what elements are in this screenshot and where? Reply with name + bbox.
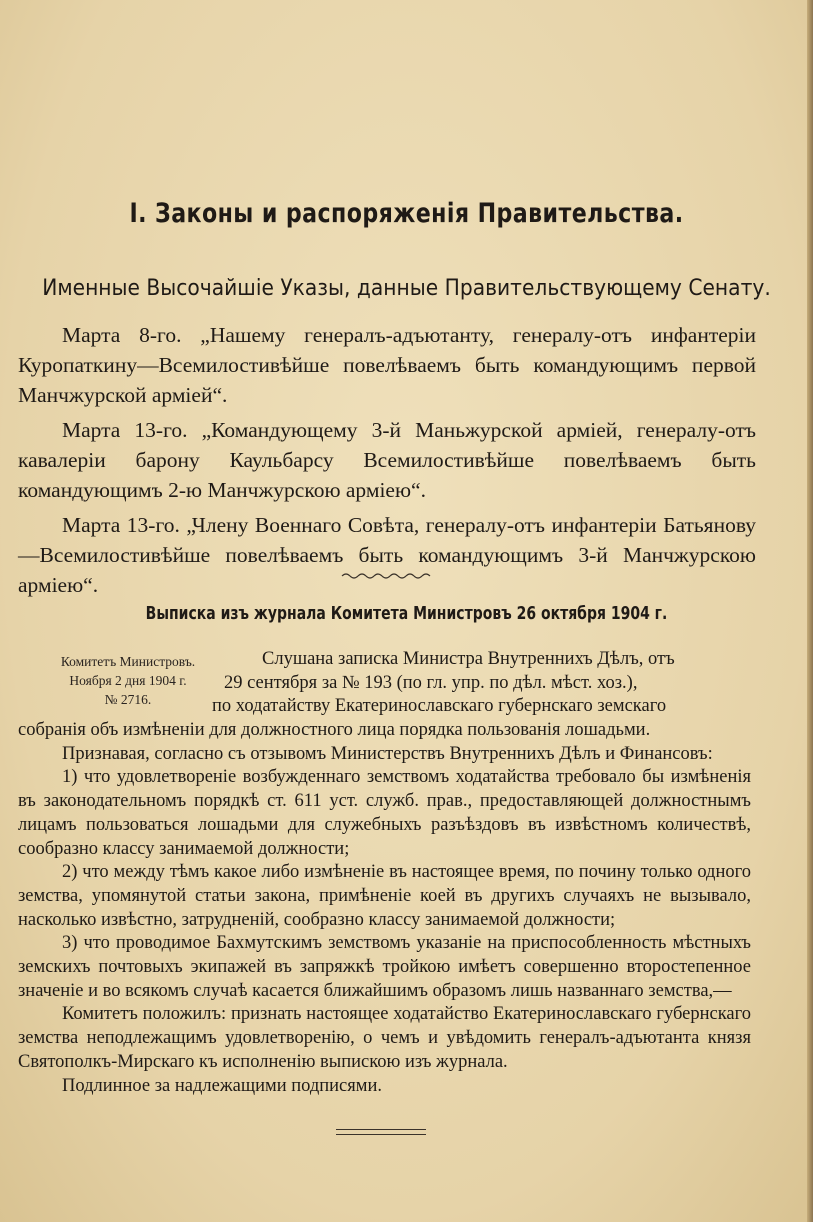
decree-paragraph: Марта 8-го. „Нашему генералъ-адъютанту, генералу-отъ инфантеріи Куропаткину—Всемилостивѣйше повелѣваемъ быть командующимъ первой Манчжурской арміей“. <box>18 323 756 407</box>
extract-opening-line: Слушана записка Министра Внутреннихъ Дѣлъ, отъ <box>262 649 675 669</box>
extract-paragraph: Комитетъ положилъ: признать настоящее ходатайство Екатеринославскаго губернскаго земства неподлежащимъ удовлетворенію, о чемъ и увѣдомить генералъ-адъютанта князя Святополкъ-Мирскаго къ исполненію выпискою изъ журнала. <box>18 1004 751 1072</box>
extract-opening-lines <box>212 648 751 719</box>
marginal-line: № 2716. <box>104 692 152 707</box>
decree-paragraph: Марта 13-го. „Командующему 3-й Маньжурской арміей, генералу-отъ кавалеріи барону Каульбарсу Всемилостивѣйше повелѣваемъ быть командующимъ 2-ю Манчжурскою арміею“. <box>18 418 756 502</box>
extract-body <box>18 719 751 1098</box>
extract-paragraph: 1) что удовлетвореніе возбужденнаго земствомъ ходатайства требовало бы измѣненія въ законодательномъ порядкѣ ст. 611 уст. служб. прав., предоставляющей должностнымъ лицамъ пользоваться лошадьми для служебныхъ разъѣздовъ въ извѣстномъ количествѣ, сообразно классу занимаемой должности; <box>18 767 751 859</box>
extract-paragraph: Признавая, согласно съ отзывомъ Министерствъ Внутреннихъ Дѣлъ и Финансовъ: <box>62 743 713 764</box>
marginal-line: Комитетъ Министровъ. <box>60 654 196 669</box>
section-heading: I. Законы и распоряженія Правительства. <box>129 198 684 229</box>
signature-note: Подлинное за надлежащими подписями. <box>62 1075 383 1096</box>
extract-opening-line: 29 сентября за № 193 (по гл. упр. по дѣл. мѣст. хоз.), <box>224 672 638 693</box>
wavy-ornament-divider <box>340 570 432 582</box>
extract-opening-line: по ходатайству Екатеринославскаго губернскаго земскаго <box>212 696 667 717</box>
extract-heading: Выписка изъ журнала Комитета Министровъ 26 октября 1904 г. <box>145 604 668 624</box>
closing-double-rule <box>336 1129 426 1135</box>
marginal-line: Ноября 2 дня 1904 г. <box>69 673 187 688</box>
marginal-note <box>28 652 228 709</box>
extract-paragraph: 3) что проводимое Бахмутскимъ земствомъ указаніе на приспособленность мѣстныхъ земскихъ почтовыхъ экипажей въ запряжкѣ тройкою имѣетъ совершенно второстепенное значеніе и во всякомъ случаѣ касается ближайшимъ образомъ лишь названнаго земства,— <box>18 933 751 1001</box>
decrees-block <box>18 320 756 600</box>
decree-paragraph: Марта 13-го. „Члену Военнаго Совѣта, генералу-отъ инфантеріи Батьянову—Всемилостивѣйше повелѣваемъ быть командующимъ 3-й Манчжурскою арміею“. <box>18 513 756 597</box>
subsection-heading: Именные Высочайшіе Указы, данные Правительствующему Сенату. <box>42 276 771 301</box>
extract-paragraph: 2) что между тѣмъ какое либо измѣненіе въ настоящее время, по почину только одного земства, упомянутой статьи закона, примѣненіе коей въ другихъ случаяхъ не вызывало, насколько извѣстно, затрудненій, сообразно классу занимаемой должности; <box>18 862 751 930</box>
extract-paragraph: собранія объ измѣненіи для должностного лица порядка пользованія лошадьми. <box>18 720 651 740</box>
page-edge-shadow <box>807 0 813 1222</box>
